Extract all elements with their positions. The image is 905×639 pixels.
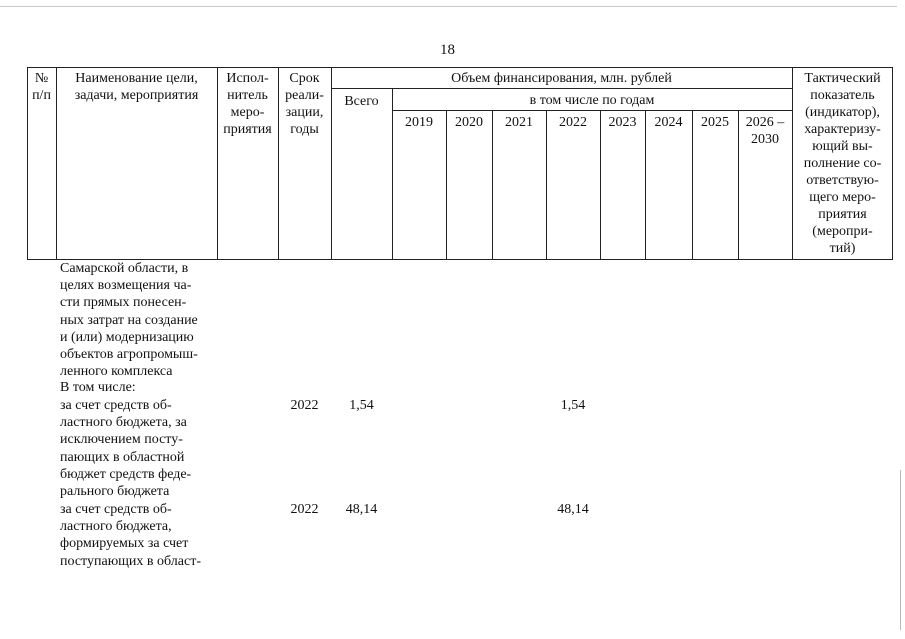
row-term: 2022	[290, 502, 319, 517]
header-year-2026-2030: 2026 – 2030	[745, 115, 785, 147]
row-description: за счет средств об- ластного бюджета, формируемых за счет поступающих в област-	[60, 502, 202, 569]
col-divider	[692, 111, 693, 260]
header-year-2025: 2025	[701, 115, 729, 130]
row-divider	[331, 88, 792, 89]
header-year-2023: 2023	[608, 115, 637, 130]
row-description: В том числе:	[60, 380, 136, 395]
header-name: Наименование цели, задачи, мероприятия	[74, 71, 199, 103]
row-year-2022: 48,14	[557, 502, 589, 517]
row-term: 2022	[290, 398, 319, 413]
header-num: № п/п	[32, 71, 51, 103]
col-divider	[546, 111, 547, 260]
col-divider	[600, 111, 601, 260]
scan-edge-line	[900, 470, 901, 630]
header-indicator: Тактический показатель (индикатор), характеризу- ющий вы- полнение со- ответствую- щего меро- приятия (меропри- тий)	[803, 71, 882, 256]
page-number: 18	[440, 42, 455, 58]
page-top-border	[0, 6, 897, 7]
row-description: за счет средств об- ластного бюджета, за исключением посту- пающих в областной бюджет средств феде- рального бюджета	[60, 398, 192, 500]
row-total: 1,54	[349, 398, 374, 413]
header-year-2019: 2019	[405, 115, 433, 130]
header-executor: Испол- нитель меро- приятия	[223, 71, 272, 137]
header-year-2024: 2024	[654, 115, 683, 130]
header-funding: Объем финансирования, млн. рублей	[451, 71, 672, 86]
row-description: Самарской области, в целях возмещения ча- сти прямых понесен- ных затрат на создание и (или) модернизацию объектов агропромыш- ленного комплекса	[60, 261, 198, 380]
header-year-2020: 2020	[455, 115, 483, 130]
col-divider	[446, 111, 447, 260]
col-divider	[492, 111, 493, 260]
header-total: Всего	[344, 94, 379, 109]
header-term: Срок реали- зации, годы	[285, 71, 324, 137]
row-total: 48,14	[345, 502, 378, 517]
header-year-2022: 2022	[559, 115, 587, 130]
header-by-years: в том числе по годам	[529, 93, 655, 108]
header-year-2021: 2021	[505, 115, 533, 130]
row-year-2022: 1,54	[560, 398, 586, 413]
col-divider	[645, 111, 646, 260]
row-divider	[392, 110, 792, 111]
